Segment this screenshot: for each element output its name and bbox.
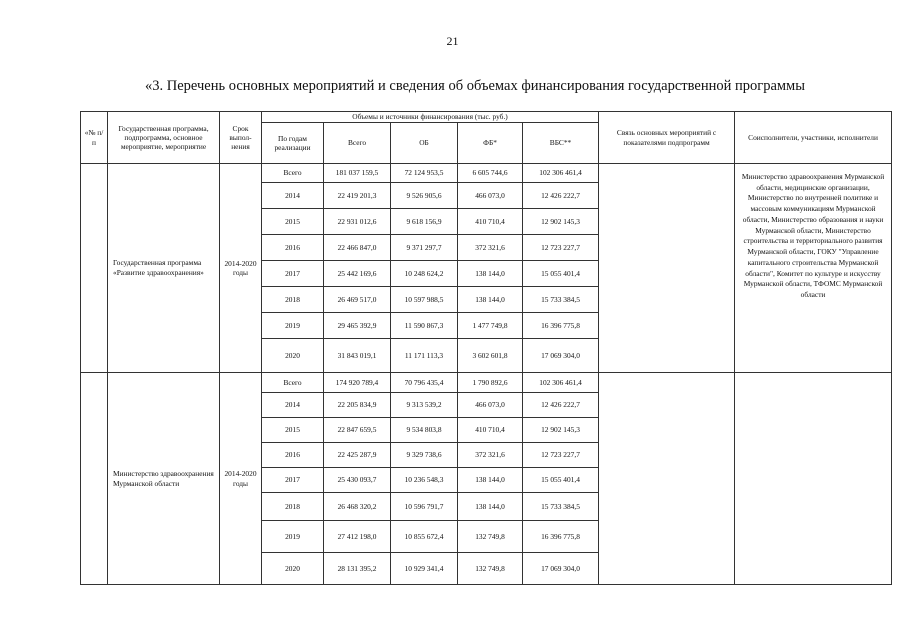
year-cell: 2017: [262, 261, 324, 287]
vbs-cell: 102 306 461,4: [523, 373, 599, 393]
fb-cell: 1 790 892,6: [458, 373, 523, 393]
fb-cell: 138 144,0: [458, 261, 523, 287]
section-number: [81, 373, 108, 585]
ob-cell: 10 929 341,4: [391, 553, 458, 585]
year-cell: 2016: [262, 443, 324, 468]
header-number: «№ п/п: [81, 112, 108, 164]
ob-cell: 9 618 156,9: [391, 209, 458, 235]
total-cell: 22 425 287,9: [324, 443, 391, 468]
ob-cell: 10 236 548,3: [391, 468, 458, 493]
ob-cell: 72 124 953,5: [391, 164, 458, 183]
vbs-cell: 17 069 304,0: [523, 339, 599, 373]
header-ob: ОБ: [391, 123, 458, 164]
total-cell: 28 131 395,2: [324, 553, 391, 585]
section-number: [81, 164, 108, 373]
table-row: [81, 373, 892, 393]
document-title: «3. Перечень основных мероприятий и сведения об объемах финансирования государственной программы: [145, 78, 805, 94]
vbs-cell: 16 396 775,8: [523, 521, 599, 553]
vbs-cell: 16 396 775,8: [523, 313, 599, 339]
header-years: По годам реализации: [262, 123, 324, 164]
vbs-cell: 12 723 227,7: [523, 443, 599, 468]
page-number: 21: [446, 34, 459, 48]
vbs-cell: 15 055 401,4: [523, 261, 599, 287]
executors-cell: Министерство здравоохранения Мурманской области, медицинские организации, Министерство по внутренней политике и массовым коммуникациям Мурманской области, Министерство образования и науки Мурманской области, Министерство строительства и территориального развития Мурманской области, ГОКУ "Управление капитального строительства Мурманской области", Комитет по культуре и искусству Мурманской области, ТФОМС Мурманской области: [735, 164, 892, 373]
fb-cell: 138 144,0: [458, 493, 523, 521]
year-cell: Всего: [262, 164, 324, 183]
link-cell: [599, 164, 735, 373]
vbs-cell: 15 733 384,5: [523, 287, 599, 313]
header-volumes-group: Объемы и источники финансирования (тыс. руб.): [262, 112, 599, 123]
ob-cell: 9 534 803,8: [391, 418, 458, 443]
header-link: Связь основных мероприятий с показателями подпрограмм: [599, 112, 735, 164]
year-cell: 2019: [262, 521, 324, 553]
ob-cell: 11 590 867,3: [391, 313, 458, 339]
program-term: 2014-2020 годы: [220, 164, 262, 373]
total-cell: 22 931 012,6: [324, 209, 391, 235]
year-cell: 2020: [262, 553, 324, 585]
year-cell: 2014: [262, 183, 324, 209]
fb-cell: 410 710,4: [458, 418, 523, 443]
ob-cell: 10 248 624,2: [391, 261, 458, 287]
ob-cell: 9 371 297,7: [391, 235, 458, 261]
vbs-cell: 12 902 145,3: [523, 209, 599, 235]
ob-cell: 9 313 539,2: [391, 393, 458, 418]
year-cell: 2015: [262, 209, 324, 235]
year-cell: 2018: [262, 287, 324, 313]
link-cell: [599, 373, 735, 585]
fb-cell: 466 073,0: [458, 183, 523, 209]
header-program: Государственная программа, подпрограмма, основное мероприятие, мероприятие: [108, 112, 220, 164]
fb-cell: 372 321,6: [458, 235, 523, 261]
ob-cell: 11 171 113,3: [391, 339, 458, 373]
table-row: [81, 164, 892, 183]
header-vbs: ВБС**: [523, 123, 599, 164]
vbs-cell: 15 055 401,4: [523, 468, 599, 493]
header-fb: ФБ*: [458, 123, 523, 164]
vbs-cell: 12 902 145,3: [523, 418, 599, 443]
year-cell: 2015: [262, 418, 324, 443]
ob-cell: 9 526 905,6: [391, 183, 458, 209]
total-cell: 26 469 517,0: [324, 287, 391, 313]
fb-cell: 466 073,0: [458, 393, 523, 418]
ob-cell: 10 596 791,7: [391, 493, 458, 521]
vbs-cell: 12 426 222,7: [523, 183, 599, 209]
year-cell: 2016: [262, 235, 324, 261]
fb-cell: 138 144,0: [458, 287, 523, 313]
year-cell: 2020: [262, 339, 324, 373]
vbs-cell: 17 069 304,0: [523, 553, 599, 585]
year-cell: 2014: [262, 393, 324, 418]
program-term: 2014-2020 годы: [220, 373, 262, 585]
ob-cell: 70 796 435,4: [391, 373, 458, 393]
total-cell: 22 419 201,3: [324, 183, 391, 209]
program-name: Государственная программа «Развитие здравоохранения»: [108, 164, 220, 373]
vbs-cell: 102 306 461,4: [523, 164, 599, 183]
total-cell: 22 847 659,5: [324, 418, 391, 443]
total-cell: 29 465 392,9: [324, 313, 391, 339]
fb-cell: 372 321,6: [458, 443, 523, 468]
total-cell: 25 442 169,6: [324, 261, 391, 287]
year-cell: 2018: [262, 493, 324, 521]
fb-cell: 6 605 744,6: [458, 164, 523, 183]
fb-cell: 3 602 601,8: [458, 339, 523, 373]
total-cell: 174 920 789,4: [324, 373, 391, 393]
year-cell: Всего: [262, 373, 324, 393]
total-cell: 22 205 834,9: [324, 393, 391, 418]
ob-cell: 9 329 738,6: [391, 443, 458, 468]
vbs-cell: 15 733 384,5: [523, 493, 599, 521]
total-cell: 25 430 093,7: [324, 468, 391, 493]
vbs-cell: 12 426 222,7: [523, 393, 599, 418]
fb-cell: 138 144,0: [458, 468, 523, 493]
year-cell: 2019: [262, 313, 324, 339]
total-cell: 22 466 847,0: [324, 235, 391, 261]
total-cell: 181 037 159,5: [324, 164, 391, 183]
total-cell: 27 412 198,0: [324, 521, 391, 553]
fb-cell: 410 710,4: [458, 209, 523, 235]
header-total: Всего: [324, 123, 391, 164]
executors-cell: [735, 373, 892, 585]
total-cell: 31 843 019,1: [324, 339, 391, 373]
ob-cell: 10 855 672,4: [391, 521, 458, 553]
total-cell: 26 468 320,2: [324, 493, 391, 521]
fb-cell: 132 749,8: [458, 521, 523, 553]
header-term: Срок выпол-нения: [220, 112, 262, 164]
year-cell: 2017: [262, 468, 324, 493]
fb-cell: 1 477 749,8: [458, 313, 523, 339]
ob-cell: 10 597 988,5: [391, 287, 458, 313]
program-name: Министерство здравоохранения Мурманской области: [108, 373, 220, 585]
financing-table: [80, 111, 892, 585]
fb-cell: 132 749,8: [458, 553, 523, 585]
vbs-cell: 12 723 227,7: [523, 235, 599, 261]
header-executors: Соисполнители, участники, исполнители: [735, 112, 892, 164]
